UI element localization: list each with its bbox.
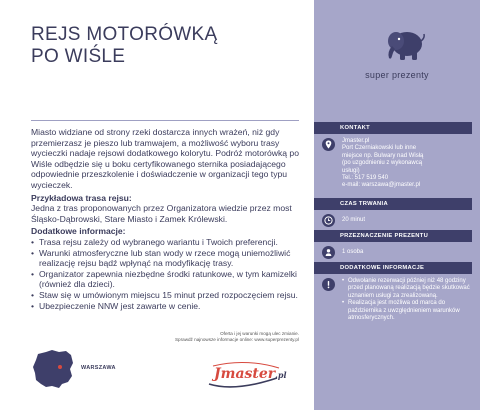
title-line-1: REJS MOTORÓWKĄ bbox=[31, 24, 218, 45]
page-title bbox=[31, 24, 291, 68]
clock-icon bbox=[322, 214, 335, 227]
footnote-line-2: Sprawdź najnowsze informacje online: www.superprezenty.pl bbox=[174, 337, 299, 342]
list-item: • Realizacja jest możliwa od marca do października z uwzględnieniem warunków atmosferycznych. bbox=[342, 300, 472, 322]
contact-email: e-mail: warszawa@jmaster.pl bbox=[342, 182, 421, 189]
extra-heading: Dodatkowe informacje: bbox=[31, 226, 126, 237]
duration-heading: CZAS TRWANIA bbox=[322, 198, 472, 210]
elephant-icon bbox=[383, 28, 427, 62]
extra-info-heading: DODATKOWE INFORMACJE bbox=[322, 262, 472, 274]
people-body bbox=[322, 246, 472, 259]
duration-value: 20 minut bbox=[342, 217, 366, 223]
poland-map-icon bbox=[32, 349, 74, 389]
contact-line: (po uzgodnieniu z wykonawcą bbox=[342, 160, 423, 167]
extra-info-body bbox=[322, 278, 472, 322]
jmaster-logo bbox=[214, 366, 287, 382]
description-intro: Miasto widziane od strony rzeki dostarcza innych wrażeń, niż gdy przemierzasz je pieszo lub tramwajem, a możliwość wyboru trasy wycieczki nadaje rejsowi dodatkowego kolorytu. Podróż motorówką po Wiśle odbędzie się u boku certyfikowanego sternika posiadającego odpowiednie przeszkolenie i doświadczenie w organizacji tego typu wycieczek. bbox=[31, 127, 299, 190]
list-item: • Odwołanie rezerwacji później niż 48 godziny przed planowaną realizacją będzie skutkować uznaniem usługi za zrealizowaną. bbox=[342, 278, 472, 300]
exclamation-icon bbox=[322, 278, 335, 291]
people-value: 1 osoba bbox=[342, 249, 364, 255]
list-item: • Staw się w umówionym miejscu 15 minut przed rozpoczęciem rejsu. bbox=[31, 290, 303, 301]
jmaster-logo-suffix: .pl bbox=[275, 370, 287, 380]
contact-line: Port Czerniakowski lub inne bbox=[342, 145, 417, 152]
contact-line: miejsce np. Bulwary nad Wisłą bbox=[342, 152, 424, 159]
footnote-line-1: Oferta i jej warunki mogą ulec zmianie. bbox=[220, 331, 299, 336]
list-item: • Ubezpieczenie NNW jest zawarte w cenie. bbox=[31, 301, 303, 312]
duration-body bbox=[322, 214, 472, 227]
contact-heading: KONTAKT bbox=[322, 122, 472, 134]
extra-list bbox=[31, 237, 303, 311]
list-item: • Trasa rejsu zależy od wybranego wariantu i Twoich preferencji. bbox=[31, 237, 303, 248]
route-heading: Przykładowa trasa rejsu: bbox=[31, 192, 132, 203]
title-divider bbox=[31, 120, 299, 121]
contact-section bbox=[322, 122, 472, 190]
person-icon bbox=[322, 246, 335, 259]
people-heading: PRZEZNACZENIE PREZENTU bbox=[322, 230, 472, 242]
footnote bbox=[39, 331, 299, 343]
extra-info-list bbox=[342, 278, 472, 322]
list-item: • Warunki atmosferyczne lub stan wody w rzece mogą uniemożliwić realizację rejsu bądź wpłynąć na modyfikację trasy. bbox=[31, 248, 303, 269]
jmaster-logo-text: Jmaster bbox=[214, 366, 276, 382]
contact-body bbox=[322, 138, 472, 190]
list-item: • Organizator zapewnia niezbędne środki ratunkowe, w tym kamizelki (również dla dzieci). bbox=[31, 269, 303, 290]
title-line-2: PO WIŚLE bbox=[31, 46, 126, 67]
description bbox=[31, 127, 303, 311]
people-section bbox=[322, 230, 472, 259]
city-label: WARSZAWA bbox=[81, 365, 116, 371]
extra-info-section bbox=[322, 262, 472, 322]
route-text: Jedna z tras proponowanych przez Organizatora wiedzie przez most Śląsko-Dąbrowski, Stare Miasto i Zamek Królewski. bbox=[31, 203, 292, 224]
contact-line: Jmaster.pl bbox=[342, 138, 370, 144]
contact-line: usługi) bbox=[342, 167, 360, 174]
contact-phone: Tel.: 517 519 540 bbox=[342, 175, 389, 182]
brand-name: super prezenty bbox=[365, 70, 429, 80]
duration-section bbox=[322, 198, 472, 227]
map-pin-icon bbox=[322, 138, 335, 151]
